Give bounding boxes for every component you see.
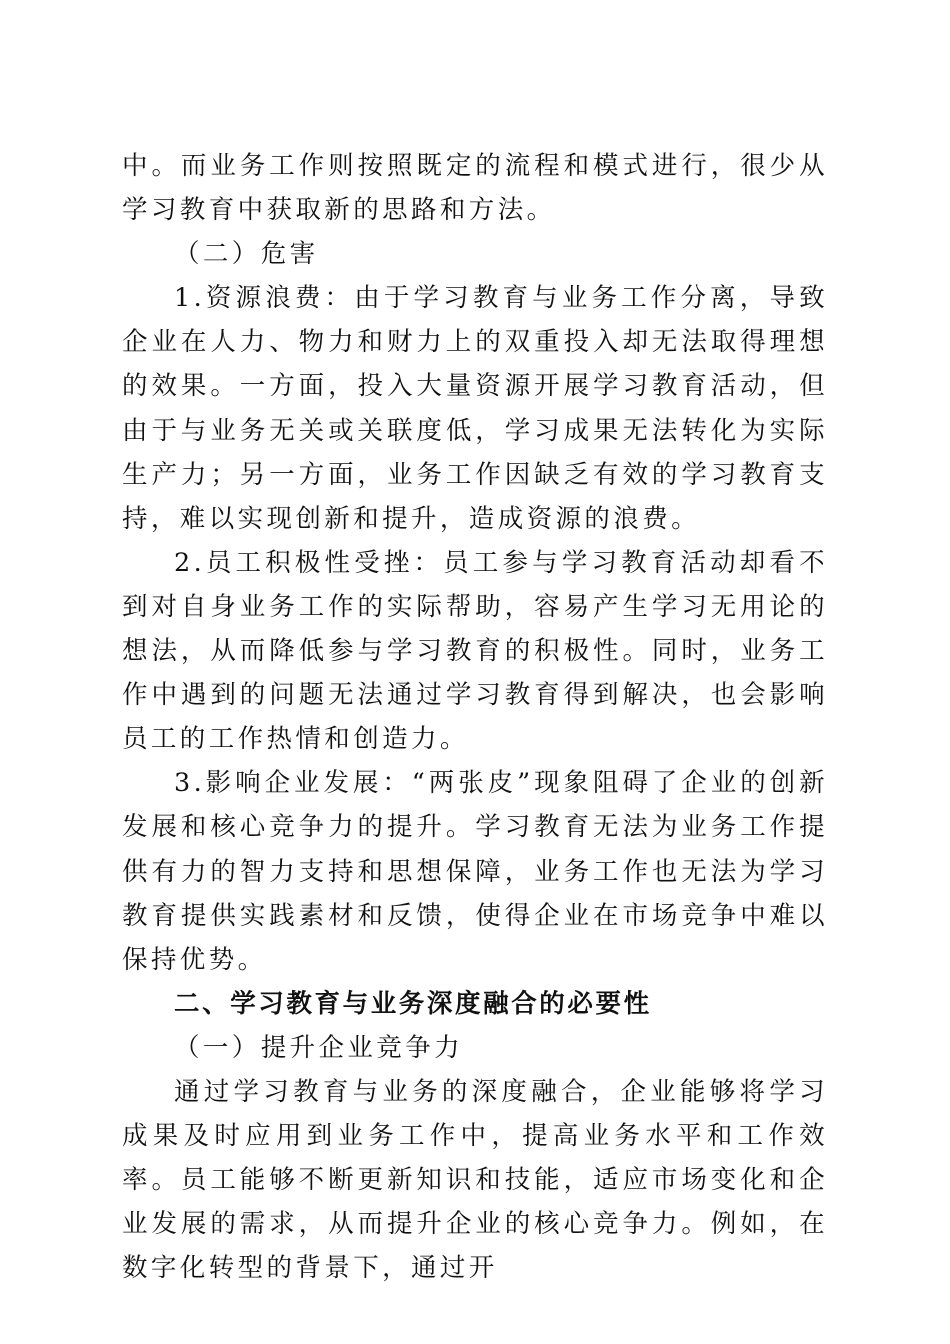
subheading-harms: （二）危害 <box>174 239 319 270</box>
paragraph-competitiveness: 通过学习教育与业务的深度融合，企业能够将学习成果及时应用到业务工作中，提高业务水平和工作效率。员工能够不断更新知识和技能，适应市场变化和企业发展的需求，从而提升企业的核心竞争力。例如，在数字化转型的背景下，通过开 <box>122 1076 828 1284</box>
paragraph-enterprise-development: 3.影响企业发展：“两张皮”现象阻碍了企业的创新发展和核心竞争力的提升。学习教育无法为业务工作提供有力的智力支持和思想保障，业务工作也无法为学习教育提供实践素材和反馈，使得企业在市场竞争中难以保持优势。 <box>122 768 828 975</box>
section-heading-necessity: 二、学习教育与业务深度融合的必要性 <box>174 988 652 1019</box>
subheading-competitiveness: （一）提升企业竞争力 <box>174 1032 464 1063</box>
paragraph-continuation: 中。而业务工作则按照既定的流程和模式进行，很少从学习教育中获取新的思路和方法。 <box>122 151 828 226</box>
paragraph-employee-morale: 2.员工积极性受挫：员工参与学习教育活动却看不到对自身业务工作的实际帮助，容易产生学习无用论的想法，从而降低参与学习教育的积极性。同时，业务工作中遇到的问题无法通过学习教育得到解决，也会影响员工的工作热情和创造力。 <box>122 547 828 755</box>
paragraph-resource-waste: 1.资源浪费：由于学习教育与业务工作分离，导致企业在人力、物力和财力上的双重投入却无法取得理想的效果。一方面，投入大量资源开展学习教育活动，但由于与业务无关或关联度低，学习成果无法转化为实际生产力；另一方面，业务工作因缺乏有效的学习教育支持，难以实现创新和提升，造成资源的浪费。 <box>122 283 828 534</box>
document-body <box>122 144 828 1290</box>
